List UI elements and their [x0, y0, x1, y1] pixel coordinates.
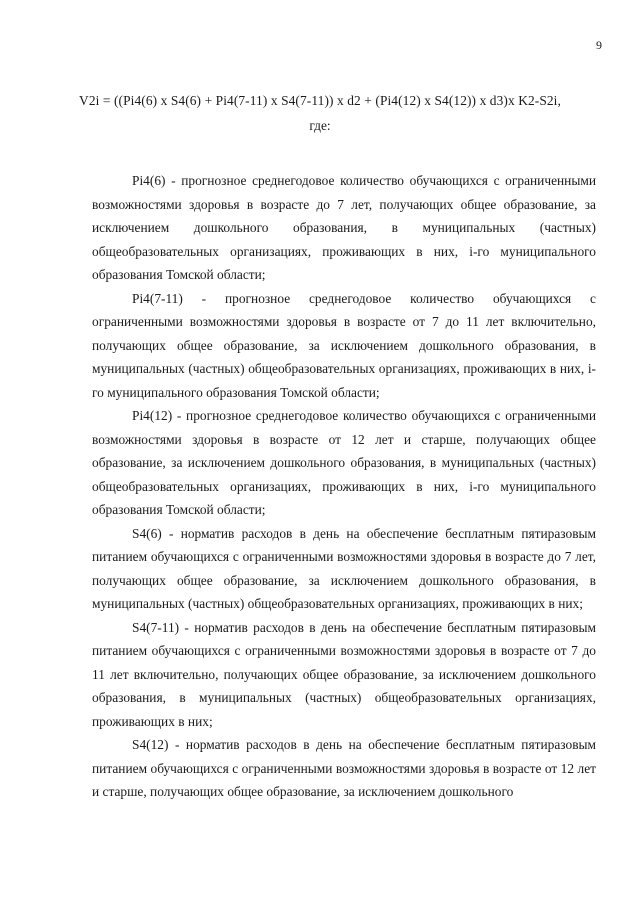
paragraph-s4-6: S4(6) - норматив расходов в день на обеспечение бесплатным пятиразовым питанием обучающихся с ограниченными возможностями здоровья в возрасте до 7 лет, получающих общее образование, за исключением дошкольного образования, в муниципальных (частных) общеобразовательных организациях, проживающих в них;: [92, 525, 596, 611]
formula-where-label: где:: [309, 118, 331, 133]
document-body: [92, 169, 596, 804]
paragraph-s4-7-11: S4(7-11) - норматив расходов в день на обеспечение бесплатным пятиразовым питанием обучающихся с ограниченными возможностями здоровья в возрасте от 7 до 11 лет включительно, получающих общее образование, за исключением дошкольного образования, в муниципальных (частных) общеобразовательных организациях, проживающих в них;: [92, 619, 596, 729]
paragraph-pi4-6: Pi4(6) - прогнозное среднегодовое количество обучающихся с ограниченными возможностями здоровья в возрасте до 7 лет, получающих общее образование, за исключением дошкольного образования, в муниципальных (частных) общеобразовательных организациях, проживающих в них, i-го муниципального образования Томской области;: [92, 173, 596, 282]
formula: V2i = ((Pi4(6) x S4(6) + Pi4(7-11) x S4(7-11)) x d2 + (Pi4(12) x S4(12)) x d3)x K2-S2i,: [79, 93, 561, 108]
paragraph-s4-12: S4(12) - норматив расходов в день на обеспечение бесплатным пятиразовым питанием обучающихся с ограниченными возможностями здоровья в возрасте от 12 лет и старше, получающих общее образование, за исключением дошкольного: [92, 737, 596, 799]
paragraph-pi4-7-11: Pi4(7-11) - прогнозное среднегодовое количество обучающихся с ограниченными возможностями здоровья в возрасте от 7 до 11 лет включительно, получающих общее образование, за исключением дошкольного образования, в муниципальных (частных) общеобразовательных организациях, проживающих в них, i-го муниципального образования Томской области;: [92, 290, 596, 400]
paragraph-pi4-12: Pi4(12) - прогнозное среднегодовое количество обучающихся с ограниченными возможностями здоровья в возрасте от 12 лет и старше, получающих общее образование, за исключением дошкольного образования, в муниципальных (частных) общеобразовательных организациях, проживающих в них, i-го муниципального образования Томской области;: [92, 408, 596, 517]
page-number: 9: [596, 38, 602, 52]
